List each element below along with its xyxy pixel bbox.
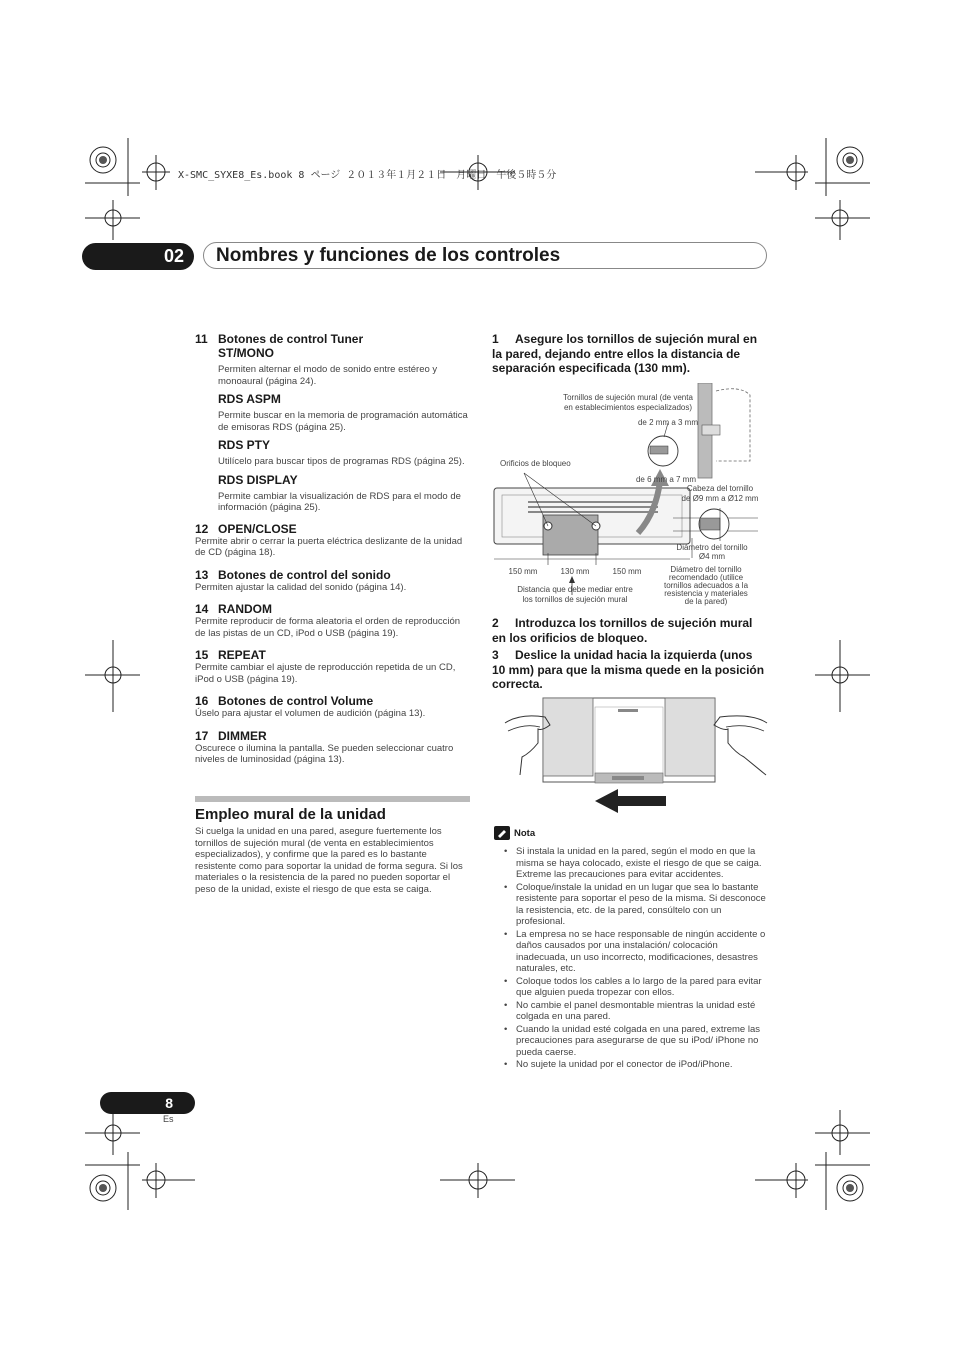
rds-pty-desc: Utilícelo para buscar tipos de programas RDS (página 25). [218,456,465,467]
item-15-heading: 15 REPEAT [195,648,266,662]
label-dia-1: Diámetro del tornillo [676,543,748,552]
label-screws-1: Tornillos de sujeción mural (de venta [563,393,693,402]
page-number: 8 [100,1092,195,1114]
item-13-desc: Permiten ajustar la calidad del sonido (página 14). [195,581,407,593]
note-item: • Cuando la unidad esté colgada en una pared, extreme las precauciones para asegurarse de que su iPod/ iPhone no pueda caerse. [504,1023,761,1058]
rds-aspm-heading: RDS ASPM [218,392,281,406]
item-13-heading: 13 Botones de control del sonido [195,567,391,582]
rds-pty-heading: RDS PTY [218,438,271,452]
wall-mount-diagram [488,383,773,608]
label-head-2: de Ø9 mm a Ø12 mm [681,494,759,503]
label-dim-right: 150 mm [612,567,642,576]
rds-display-desc: Permite cambiar la visualización de RDS para el modo de información (página 25). [218,490,461,513]
item-12-desc: Permite abrir o cerrar la puerta eléctrica deslizante de la unidad de CD (página 18). [195,535,463,558]
section-divider [195,796,470,802]
label-gap-small: de 2 mm a 3 mm [637,418,698,427]
label-rec-4: resistencia y materiales [664,589,748,598]
section-body: Si cuelga la unidad en una pared, asegure fuertemente los tornillos de sujeción mural (de venta en establecimientos especializados), y confirme que la pared es lo bastante resistente como para soportar la unidad de forma segura. Si los materiales o la resistencia de la pared no pueden soportar el peso de la unidad, existe el riesgo de que esta se caiga. [195,826,463,895]
item-15-desc: Permite cambiar el ajuste de reproducción repetida de un CD, iPod o USB (página 19). [195,662,456,685]
note-item: • No sujete la unidad por el conector de iPod/iPhone. [504,1059,733,1070]
file-header: X-SMC_SYXE8_Es.book 8 ページ ２０１３年１月２１日 月曜日 午後５時５分 [178,170,557,181]
label-rec-1: Diámetro del tornillo [670,565,742,574]
step-1: 1 Asegure los tornillos de sujeción mural en la pared, dejando entre ellos la distancia de separación especificada (130 mm). [492,332,758,375]
label-screws-2: en establecimientos especializados) [563,403,693,412]
item-16-heading: 16 Botones de control Volume [195,694,374,708]
note-item: • Coloque todos los cables a lo largo de la pared para evitar que alguien pueda tropezar con ellos. [504,975,762,998]
step-2: 2 Introduzca los tornillos de sujeción mural en los orificios de bloqueo. [492,616,753,645]
item-17-heading: 17 DIMMER [195,728,267,743]
slide-unit-illustration [500,695,772,813]
rds-display-heading: RDS DISPLAY [218,472,298,487]
item-14-heading: 14 RANDOM [195,602,272,616]
label-dim-mid: 130 mm [560,567,590,576]
label-holes: Orificios de bloqueo [500,459,571,468]
note-item: • Coloque/instale la unidad en un lugar que sea lo bastante resistente para soportar el peso de la misma. Si desconoce la resistencia, etc. de la pared, consúltelo con un profesional. [504,881,766,927]
label-dim-left: 150 mm [508,567,538,576]
label-head-1: Cabeza del tornillo [686,484,754,493]
item-17-desc: Oscurece o ilumina la pantalla. Se pueden seleccionar cuatro niveles de luminosidad (página 13). [195,742,454,765]
left-column [195,332,470,766]
item-11-heading: 11 Botones de control Tuner [195,332,364,346]
label-rec-5: de la pared) [684,597,728,606]
label-rec-3: tornillos adecuados a la [663,581,749,590]
note-item: • La empresa no se hace responsable de ningún accidente o daños causados por una instalación/ colocación inadecuada, un uso incorrecto, modificaciones, desastres naturales, etc. [504,928,766,974]
chapter-title: Nombres y funciones de los controles [203,242,767,269]
item-14-desc: Permite reproducir de forma aleatoria el orden de reproducción de las pistas de un CD, iPod o USB (página 19). [195,616,461,639]
label-dist-1: Distancia que debe mediar entre [517,585,633,594]
note-list [494,846,768,1072]
language-code: Es [163,1114,174,1124]
chapter-number: 02 [82,243,194,270]
rds-aspm-desc: Permite buscar en la memoria de programación automática de emisoras RDS (página 25). [218,410,468,433]
section-title: Empleo mural de la unidad [195,806,386,823]
label-gap-large: de 6 mm a 7 mm [635,475,696,484]
note-icon [494,826,510,840]
item-12-heading: 12 OPEN/CLOSE [195,521,297,536]
note-item: • No cambie el panel desmontable mientras la unidad esté colgada en una pared. [504,999,756,1022]
step-3: 3 Deslice la unidad hacia la izquierda (unos 10 mm) para que la misma quede en la posición correcta. [492,648,765,691]
label-rec-2: recomendado (utilice [668,573,744,582]
label-dia-2: Ø4 mm [698,552,726,561]
label-dist-2: los tornillos de sujeción mural [522,595,628,604]
note-item: • Si instala la unidad en la pared, según el modo en que la misma se haya colocado, existe el riesgo de que se caiga. Extreme las precauciones para evitar accidentes. [504,846,762,880]
note-title: Nota [514,828,536,839]
item-11-desc: Permiten alternar el modo de sonido entre estéreo y monoaural (página 24). [218,364,438,387]
item-11-subtitle: ST/MONO [218,346,274,360]
item-16-desc: Úselo para ajustar el volumen de audición (página 13). [195,708,426,719]
